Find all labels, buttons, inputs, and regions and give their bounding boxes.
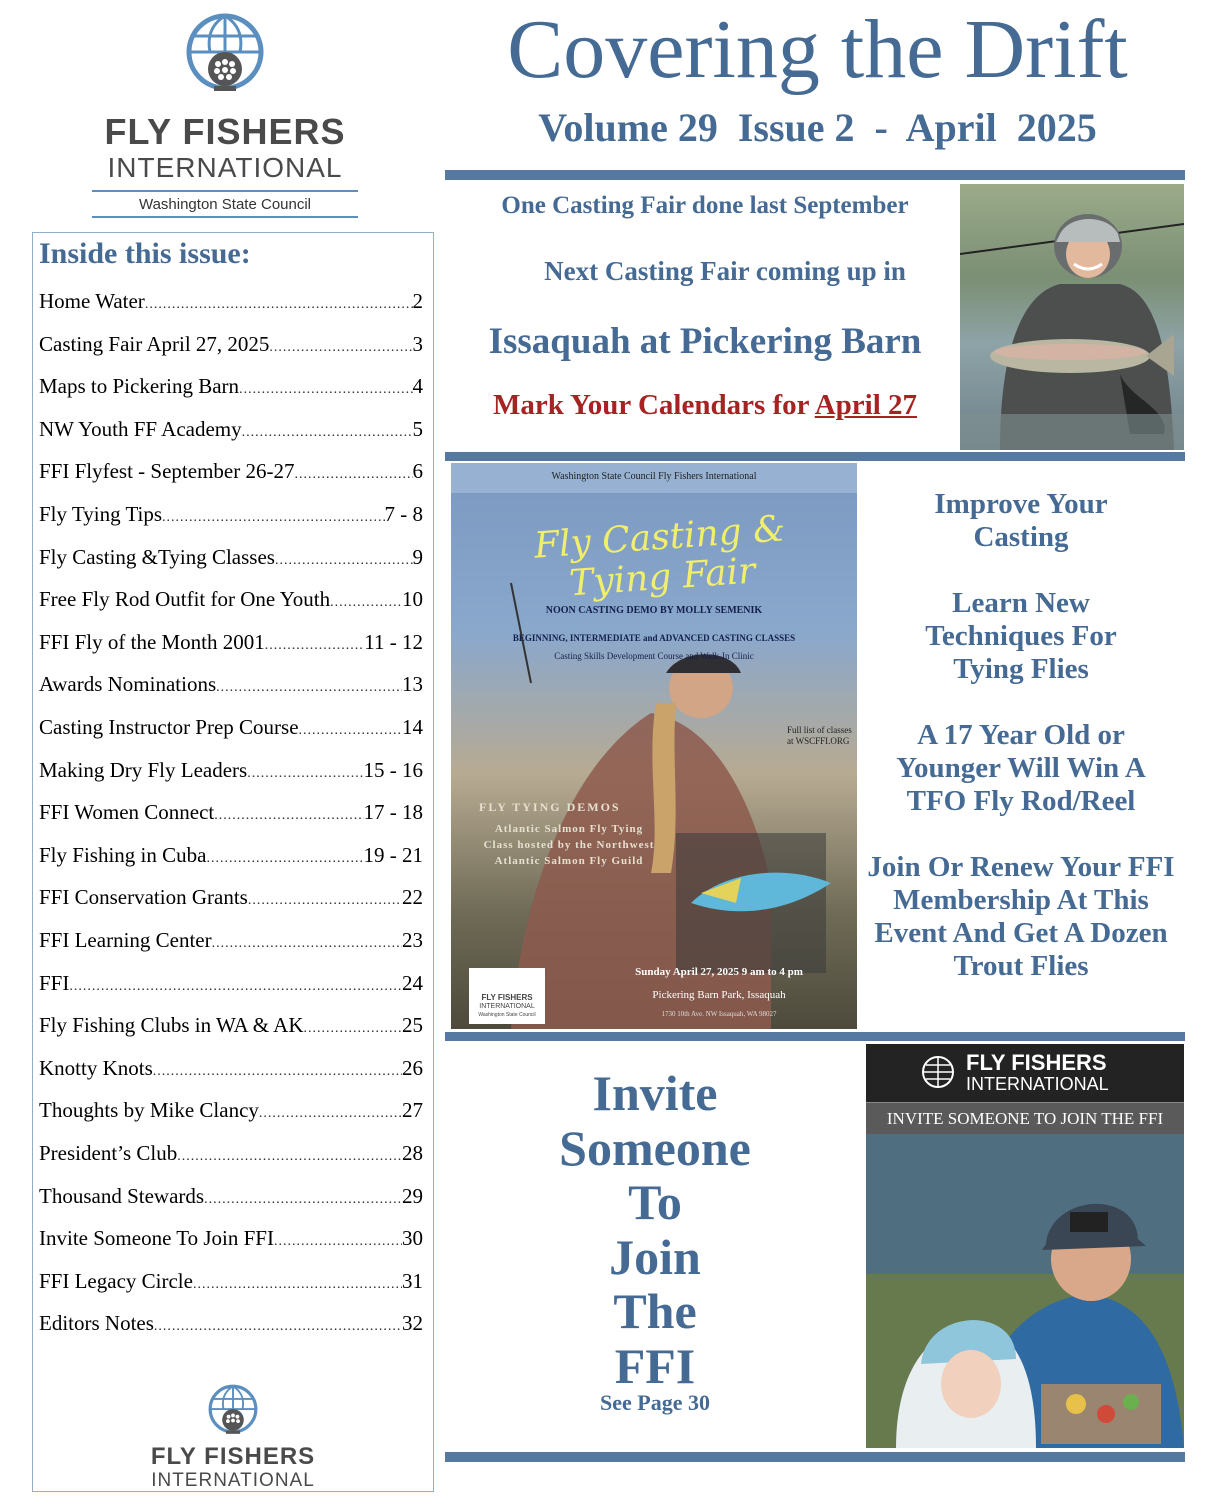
toc-item-page: 11 - 12 [364, 629, 423, 654]
toc-item-title: NW Youth FF Academy [39, 416, 242, 441]
poster-salmon-class: Atlantic Salmon Fly Tying Class hosted by the Northwest Atlantic Salmon Fly Guild [483, 823, 655, 867]
toc-leader-dots [154, 1319, 402, 1335]
toc-leader-dots [193, 1277, 402, 1293]
toc-leader-dots [69, 979, 402, 995]
toc-item-page: 23 [402, 928, 423, 952]
toc-item-page: 6 [412, 459, 423, 484]
invite-ad-header [866, 1044, 1184, 1102]
toc-item-title: Maps to Pickering Barn [39, 374, 240, 399]
toc-leader-dots [239, 382, 412, 398]
toc-item-page: 13 [402, 672, 423, 697]
toc-leader-dots [248, 893, 402, 909]
toc-item-title: FFI Flyfest - September 26-27 [39, 459, 295, 484]
toc-item-page: 24 [402, 970, 423, 995]
toc-item-page: 3 [412, 331, 423, 356]
toc-item[interactable] [39, 971, 423, 999]
toc-item-page: 28 [402, 1141, 423, 1165]
toc-item-title: FFI Learning Center [39, 928, 212, 952]
toc-leader-dots [259, 1106, 402, 1122]
toc-leader-dots [242, 425, 413, 441]
toc-leader-dots [204, 1192, 402, 1208]
casting-fair-poster [451, 463, 857, 1029]
invite-ad-banner [866, 1102, 1184, 1135]
logo-divider [92, 190, 358, 192]
table-of-contents [32, 232, 434, 1492]
toc-item-title: FFI [39, 970, 70, 995]
invite-line: The [613, 1283, 697, 1339]
toc-item-title: Free Fly Rod Outfit for One Youth [39, 587, 331, 612]
toc-item[interactable] [39, 1141, 423, 1169]
volume-issue-line: Volume 29 Issue 2 - April 2025 [538, 105, 1097, 150]
toc-leader-dots [153, 1064, 402, 1080]
globe-icon [920, 1054, 956, 1090]
toc-leader-dots [275, 553, 413, 569]
toc-item-page: 7 - 8 [384, 502, 423, 526]
toc-item-page: 4 [412, 374, 423, 399]
toc-item-title: Fly Fishing Clubs in WA & AK [39, 1013, 304, 1038]
casting-fair-location [445, 320, 965, 363]
event-promo-list [862, 488, 1180, 1016]
toc-item-title: Home Water [39, 289, 145, 313]
poster-logo-line3: Washington State Council [478, 1012, 536, 1018]
promo-youth-rod: A 17 Year Old or Younger Will Win A TFO Fly Rod/Reel [896, 719, 1146, 817]
poster-place: Pickering Barn Park, Issaquah [652, 989, 786, 1001]
toc-item[interactable] [39, 417, 423, 445]
toc-item-title: FFI Conservation Grants [39, 885, 248, 910]
poster-header: Washington State Council Fly Fishers International [551, 471, 757, 482]
poster-address: 1730 10th Ave. NW Issaquah, WA 98027 [661, 1010, 777, 1018]
invite-heading [510, 1066, 800, 1393]
logo-org-subtitle: INTERNATIONAL [107, 152, 343, 183]
angler-with-fish-photo [960, 184, 1184, 450]
toc-leader-dots [265, 638, 365, 654]
toc-item[interactable] [39, 1311, 423, 1339]
casting-fair-location-text: Issaquah at Pickering Barn [488, 321, 922, 362]
toc-item-title: Thoughts by Mike Clancy [39, 1098, 259, 1123]
invite-ad [866, 1044, 1184, 1448]
section-rule-mid [445, 452, 1185, 461]
toc-leader-dots [162, 510, 384, 526]
toc-item-page: 32 [402, 1311, 423, 1336]
toc-item-page: 10 [402, 587, 423, 612]
promo-improve-casting: Improve Your Casting [934, 488, 1108, 553]
toc-item[interactable] [39, 545, 423, 573]
toc-item-page: 27 [402, 1098, 423, 1123]
toc-leader-dots [206, 851, 363, 867]
toc-logo-org-subtitle: INTERNATIONAL [151, 1470, 315, 1491]
see-page-link[interactable]: See Page 30 [600, 1390, 710, 1415]
toc-item[interactable] [39, 672, 423, 700]
casting-fair-line-1: One Casting Fair done last September [501, 192, 909, 219]
toc-item[interactable] [39, 800, 423, 828]
toc-item[interactable] [39, 332, 423, 360]
toc-item[interactable] [39, 459, 423, 487]
toc-item-page: 19 - 21 [363, 842, 423, 867]
toc-item-page: 31 [402, 1268, 423, 1293]
toc-leader-dots [177, 1149, 402, 1165]
toc-item-title: Making Dry Fly Leaders [39, 757, 248, 782]
globe-reel-icon [184, 12, 266, 94]
toc-item-page: 26 [402, 1055, 423, 1080]
toc-leader-dots [330, 595, 402, 611]
toc-logo-org-name: FLY FISHERS [150, 1443, 316, 1470]
toc-item-page: 29 [402, 1183, 423, 1208]
toc-item-title: Casting Fair April 27, 2025 [39, 331, 270, 356]
invite-line: Join [609, 1228, 701, 1285]
toc-item-title: Invite Someone To Join FFI [39, 1226, 274, 1251]
globe-reel-icon [207, 1383, 259, 1439]
poster-full-list: Full list of classes at WSCFFI.ORG [787, 725, 852, 746]
toc-item-title: FFI Legacy Circle [39, 1268, 193, 1293]
poster-logo-line1: FLY FISHERS [481, 993, 533, 1002]
toc-item[interactable] [39, 1269, 423, 1297]
toc-leader-dots [212, 936, 402, 952]
toc-item-title: Fly Fishing in Cuba [39, 842, 207, 867]
toc-item-title: President’s Club [39, 1141, 178, 1165]
poster-script-title: Fly Casting & Tying Fair [532, 508, 787, 605]
toc-item[interactable] [39, 1098, 423, 1126]
toc-leader-dots [214, 808, 363, 824]
casting-fair-line-2: Next Casting Fair coming up in [544, 256, 906, 286]
toc-item[interactable] [39, 1013, 423, 1041]
poster-logo [469, 993, 545, 1020]
poster-date: Sunday April 27, 2025 9 am to 4 pm [635, 966, 803, 978]
toc-item-page: 17 - 18 [363, 800, 423, 825]
toc-item-title: Knotty Knots [39, 1055, 153, 1080]
toc-item[interactable] [39, 1056, 423, 1084]
toc-leader-dots [145, 297, 413, 313]
promo-membership: Join Or Renew Your FFI Membership At This Event And Get A Dozen Trout Flies [867, 851, 1175, 982]
toc-item[interactable] [39, 289, 423, 317]
toc-item[interactable] [39, 928, 423, 956]
toc-item-title: Fly Casting &Tying Classes [39, 544, 275, 569]
logo-council: Washington State Council [138, 196, 312, 213]
toc-item-page: 5 [412, 416, 423, 441]
newsletter-title: Covering the Drift [507, 3, 1128, 96]
toc-item-page: 25 [402, 1013, 423, 1038]
poster-course: Casting Skills Development Course and Walk-In Clinic [554, 651, 754, 661]
poster-logo-line2: INTERNATIONAL [479, 1003, 535, 1010]
invite-ad-banner-text: INVITE SOMEONE TO JOIN THE FFI [886, 1109, 1164, 1128]
toc-leader-dots [216, 680, 402, 696]
invite-line: FFI [614, 1337, 696, 1394]
toc-item[interactable] [39, 630, 423, 658]
poster-classes: BEGINNING, INTERMEDIATE and ADVANCED CASTING CLASSES [512, 633, 796, 643]
invite-ad-brand-sub: INTERNATIONAL [966, 1074, 1109, 1094]
toc-item-page: 9 [412, 544, 423, 569]
toc-item[interactable] [39, 715, 423, 743]
toc-item-page: 14 [402, 715, 423, 739]
toc-item-page: 15 - 16 [363, 757, 423, 782]
toc-item-title: Editors Notes [39, 1311, 154, 1336]
toc-item-title: FFI Women Connect [39, 800, 215, 825]
section-rule-bottom [445, 1452, 1185, 1462]
toc-leader-dots [299, 723, 402, 739]
invite-ad-illustration [866, 1134, 1184, 1448]
toc-leader-dots [269, 340, 412, 356]
section-rule-lower [445, 1032, 1185, 1041]
poster-tying-demos: FLY TYING DEMOS [479, 800, 621, 814]
mark-calendar-line [445, 389, 965, 422]
ffi-logo [80, 10, 370, 225]
invite-line: Invite [592, 1065, 718, 1121]
toc-item[interactable] [39, 843, 423, 871]
invite-ad-brand: FLY FISHERS [966, 1050, 1107, 1075]
toc-leader-dots [247, 766, 363, 782]
angler-illustration [960, 184, 1184, 450]
toc-item-page: 2 [412, 289, 423, 313]
mark-calendar-date: April 27 [814, 389, 917, 421]
toc-item-page: 22 [402, 885, 423, 910]
toc-item-title: FFI Fly of the Month 2001 [39, 629, 265, 654]
logo-org-name: FLY FISHERS [104, 111, 346, 152]
toc-leader-dots [294, 467, 412, 483]
toc-item[interactable] [39, 587, 423, 615]
toc-item[interactable] [39, 1226, 423, 1254]
toc-bottom-logo [33, 1383, 433, 1490]
mark-calendar-prefix: Mark Your Calendars for [492, 389, 815, 421]
toc-item[interactable] [39, 1184, 423, 1212]
toc-leader-dots [304, 1021, 402, 1037]
invite-line: Someone [559, 1119, 751, 1176]
poster-demo: NOON CASTING DEMO BY MOLLY SEMENIK [545, 605, 763, 616]
toc-item-title: Fly Tying Tips [39, 502, 163, 526]
toc-item[interactable] [39, 502, 423, 530]
toc-item[interactable] [39, 885, 423, 913]
toc-item[interactable] [39, 758, 423, 786]
toc-item[interactable] [39, 374, 423, 402]
toc-item-page: 30 [402, 1226, 423, 1251]
invite-line: To [628, 1174, 682, 1230]
toc-item-title: Awards Nominations [39, 672, 217, 697]
section-rule-top [445, 170, 1185, 180]
toc-leader-dots [274, 1234, 402, 1250]
logo-divider-bottom [92, 216, 358, 218]
promo-tying-techniques: Learn New Techniques For Tying Flies [925, 587, 1117, 685]
toc-heading: Inside this issue: [39, 237, 251, 270]
toc-item-title: Thousand Stewards [39, 1183, 205, 1208]
toc-item-title: Casting Instructor Prep Course [39, 715, 299, 739]
